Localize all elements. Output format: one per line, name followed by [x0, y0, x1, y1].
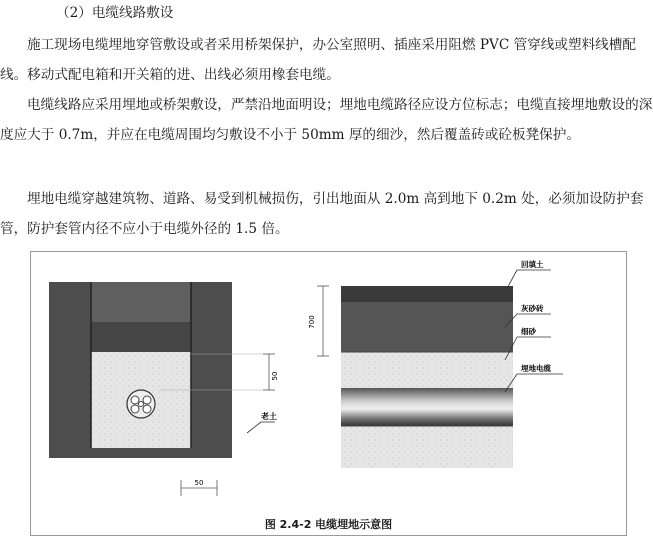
paragraph-burial-depth: 电缆线路应采用埋地或桥架敷设，严禁沿地面明设；埋地电缆路径应设方位标志；电缆直接埋地敷设的深度应大于 0.7m，并应在电缆周围均匀敷设不小于 50mm 厚的细沙，然后覆盖砖或砼板凳保护。	[0, 97, 653, 143]
figure-caption: 图 2.4-2 电缆埋地示意图	[264, 518, 393, 531]
buried-cable-pipe	[341, 388, 513, 426]
backfill-band	[341, 286, 513, 302]
cable-burial-diagram	[31, 252, 628, 514]
dim-sand-top: 50	[271, 371, 279, 381]
section-heading: （2）电缆线路敷设	[56, 5, 174, 21]
cable-burial-figure	[30, 251, 627, 536]
sand-band-top	[341, 352, 513, 388]
cable-cross-section-icon	[127, 390, 155, 418]
dim-side-width: 50	[194, 479, 204, 487]
paragraph-cable-laying: 施工现场电缆埋地穿管敷设或者采用桥架保护，办公室照明、插座采用阻燃 PVC 管穿线或塑料线槽配线。移动式配电箱和开关箱的进、出线必须用橡套电缆。	[0, 37, 636, 83]
sand-band-bottom	[341, 426, 513, 468]
trench-longitudinal-section	[308, 259, 563, 468]
label-cable: 埋地电缆	[521, 364, 551, 373]
dim-depth: 700	[308, 315, 316, 329]
label-sand: 细砂	[521, 327, 536, 336]
brick-band	[341, 302, 513, 352]
label-native-soil: 老土	[261, 412, 277, 421]
paragraph-protection-sleeve: 埋地电缆穿越建筑物、道路、易受到机械损伤，引出地面从 2.0m 高到地下 0.2m 处，必须加设防护套管，防护套管内径不应小于电缆外径的 1.5 倍。	[0, 191, 644, 237]
label-brick: 灰砂砖	[521, 304, 544, 313]
label-backfill: 回填土	[521, 260, 544, 269]
backfill-top-left	[91, 282, 191, 322]
trench-cross-section	[49, 282, 279, 496]
